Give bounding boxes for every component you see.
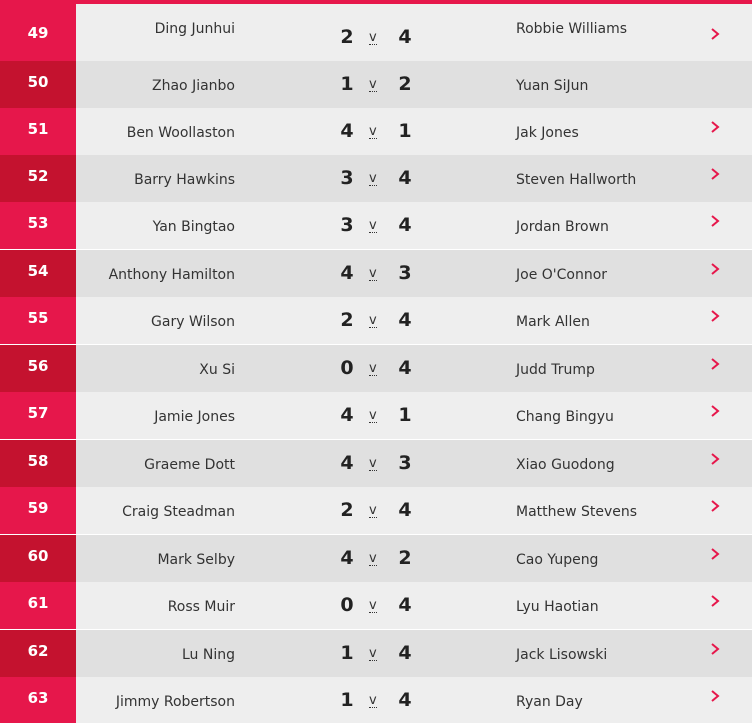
player-two-name: Xiao Guodong [516,457,615,473]
chevron-right-icon[interactable] [709,404,721,418]
player-two-score: 4 [398,642,412,664]
player-two-score: 2 [398,547,412,569]
chevron-right-icon[interactable] [709,262,721,276]
match-row[interactable] [0,582,752,629]
versus-label: v [369,551,377,566]
match-number: 60 [0,535,76,582]
player-two-score: 4 [398,26,412,48]
player-two-score: 4 [398,594,412,616]
chevron-right-icon[interactable] [709,689,721,703]
player-two-score: 4 [398,309,412,331]
versus-label: v [369,408,377,423]
player-two-score: 4 [398,689,412,711]
match-row[interactable] [0,4,752,61]
match-number: 61 [0,582,76,629]
match-number: 49 [0,4,76,61]
match-number: 62 [0,630,76,677]
versus-label: v [369,456,377,471]
chevron-right-icon[interactable] [709,642,721,656]
player-two-name: Robbie Williams [516,21,627,37]
player-one-score: 4 [340,262,354,284]
player-two-name: Yuan SiJun [516,78,589,94]
match-row[interactable] [0,155,752,202]
match-number: 57 [0,392,76,439]
match-row[interactable] [0,440,752,487]
player-two-name: Judd Trump [516,362,595,378]
player-one-score: 3 [340,214,354,236]
versus-label: v [369,313,377,328]
chevron-right-icon[interactable] [709,27,721,41]
player-two-name: Lyu Haotian [516,599,599,615]
player-two-name: Cao Yupeng [516,552,599,568]
player-one-name: Gary Wilson [151,314,235,330]
player-two-name: Jak Jones [516,125,579,141]
player-one-name: Jamie Jones [154,409,235,425]
versus-label: v [369,598,377,613]
chevron-right-icon[interactable] [709,594,721,608]
match-row[interactable] [0,535,752,582]
player-two-score: 4 [398,499,412,521]
versus-label: v [369,266,377,281]
chevron-right-icon[interactable] [709,120,721,134]
player-one-score: 2 [340,26,354,48]
player-one-name: Ben Woollaston [126,125,235,141]
player-two-name: Matthew Stevens [516,504,638,520]
player-two-score: 4 [398,214,412,236]
player-one-name: Zhao Jianbo [152,78,235,94]
player-two-score: 4 [398,357,412,379]
player-one-name: Yan Bingtao [152,219,235,235]
match-number: 53 [0,202,76,249]
player-one-name: Xu Si [199,362,235,378]
match-row[interactable] [0,487,752,534]
versus-label: v [369,693,377,708]
versus-label: v [369,124,377,139]
player-one-score: 0 [340,357,354,379]
player-one-score: 0 [340,594,354,616]
player-one-name: Mark Selby [157,552,235,568]
player-one-name: Lu Ning [182,647,235,663]
match-number: 58 [0,440,76,487]
player-one-score: 1 [340,73,354,95]
player-two-score: 2 [398,73,412,95]
player-two-name: Mark Allen [516,314,590,330]
player-one-score: 4 [340,452,354,474]
player-one-name: Jimmy Robertson [115,694,235,710]
versus-label: v [369,77,377,92]
player-one-name: Craig Steadman [122,504,235,520]
match-row[interactable] [0,202,752,249]
player-two-name: Chang Bingyu [516,409,614,425]
chevron-right-icon[interactable] [709,452,721,466]
versus-label: v [369,646,377,661]
match-number: 56 [0,345,76,392]
player-two-score: 3 [398,262,412,284]
match-number: 55 [0,297,76,344]
player-two-name: Joe O'Connor [516,267,608,283]
chevron-right-icon[interactable] [709,214,721,228]
player-one-score: 2 [340,499,354,521]
match-number: 63 [0,677,76,723]
versus-label: v [369,218,377,233]
player-one-score: 4 [340,404,354,426]
chevron-right-icon[interactable] [709,357,721,371]
chevron-right-icon[interactable] [709,499,721,513]
match-row[interactable] [0,392,752,439]
match-number: 50 [0,61,76,108]
match-number: 51 [0,108,76,155]
player-one-score: 4 [340,547,354,569]
player-one-score: 4 [340,120,354,142]
match-number: 54 [0,250,76,297]
match-row[interactable] [0,250,752,297]
versus-label: v [369,503,377,518]
match-number: 59 [0,487,76,534]
versus-label: v [369,30,377,45]
player-one-name: Graeme Dott [144,457,235,473]
chevron-right-icon[interactable] [709,309,721,323]
versus-label: v [369,171,377,186]
player-one-score: 2 [340,309,354,331]
match-row[interactable] [0,108,752,155]
match-row[interactable] [0,630,752,677]
versus-label: v [369,361,377,376]
player-two-score: 1 [398,404,412,426]
player-one-name: Barry Hawkins [134,172,235,188]
chevron-right-icon[interactable] [709,167,721,181]
player-one-score: 3 [340,167,354,189]
player-one-score: 1 [340,689,354,711]
player-two-score: 3 [398,452,412,474]
chevron-right-icon[interactable] [709,547,721,561]
player-two-name: Steven Hallworth [516,172,637,188]
player-two-score: 4 [398,167,412,189]
match-row[interactable] [0,61,752,108]
player-two-name: Jack Lisowski [516,647,608,663]
player-one-name: Ross Muir [167,599,235,615]
player-one-name: Anthony Hamilton [108,267,235,283]
match-row[interactable] [0,297,752,344]
match-row[interactable] [0,345,752,392]
match-row[interactable] [0,677,752,723]
player-one-name: Ding Junhui [154,21,235,37]
match-number: 52 [0,155,76,202]
player-two-score: 1 [398,120,412,142]
player-one-score: 1 [340,642,354,664]
player-two-name: Ryan Day [516,694,583,710]
player-two-name: Jordan Brown [516,219,609,235]
